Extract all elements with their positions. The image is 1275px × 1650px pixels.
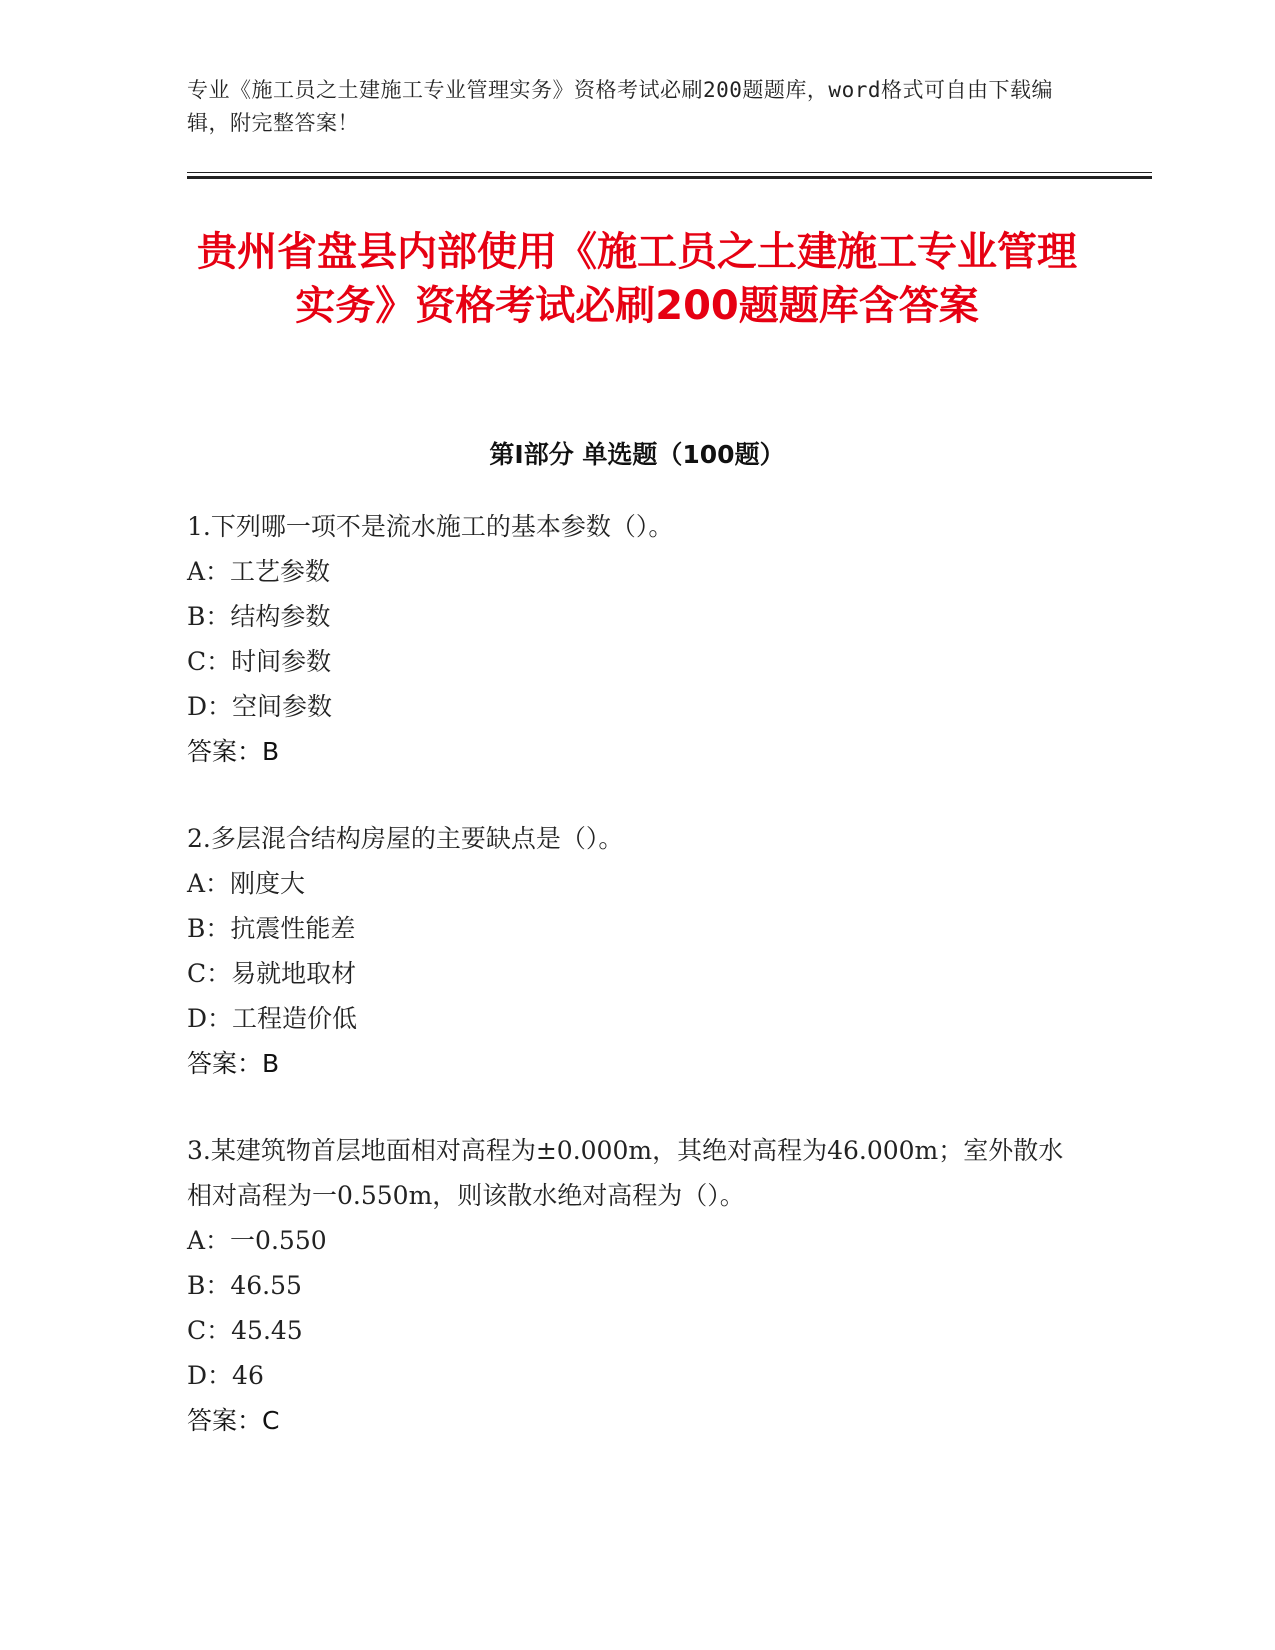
option-a: A：一0.550	[187, 1226, 327, 1255]
header-divider-thick	[187, 176, 1152, 179]
option-c: C：45.45	[187, 1316, 303, 1345]
option-a: A：工艺参数	[187, 557, 331, 586]
question-stem: 1.下列哪一项不是流水施工的基本参数（）。	[187, 512, 674, 541]
document-title: 贵州省盘县内部使用《施工员之土建施工专业管理实务》资格考试必刷200题题库含答案	[197, 229, 1077, 329]
option-c: C：时间参数	[187, 647, 332, 676]
header-note: 专业《施工员之土建施工专业管理实务》资格考试必刷200题题库，word格式可自由下载编辑，附完整答案！	[187, 78, 1053, 135]
option-c: C：易就地取材	[187, 959, 357, 988]
option-b: B：结构参数	[187, 602, 331, 631]
option-d: D：工程造价低	[187, 1004, 358, 1033]
option-b: B：抗震性能差	[187, 914, 356, 943]
option-d: D：46	[187, 1361, 264, 1390]
question-stem: 2.多层混合结构房屋的主要缺点是（）。	[187, 824, 624, 853]
question-1	[187, 504, 1087, 774]
option-a: A：刚度大	[187, 869, 306, 898]
question-stem: 3.某建筑物首层地面相对高程为±0.000m，其绝对高程为46.000m；室外散水相对高程为一0.550m，则该散水绝对高程为（）。	[187, 1136, 1064, 1210]
answer: 答案：C	[187, 1406, 280, 1435]
answer: 答案：B	[187, 737, 280, 766]
header-divider-thin	[187, 172, 1152, 173]
question-2	[187, 816, 1087, 1086]
option-d: D：空间参数	[187, 692, 333, 721]
answer: 答案：B	[187, 1049, 280, 1078]
section-title: 第Ⅰ部分 单选题（100题）	[489, 440, 785, 469]
option-b: B：46.55	[187, 1271, 302, 1300]
question-3	[187, 1128, 1087, 1443]
